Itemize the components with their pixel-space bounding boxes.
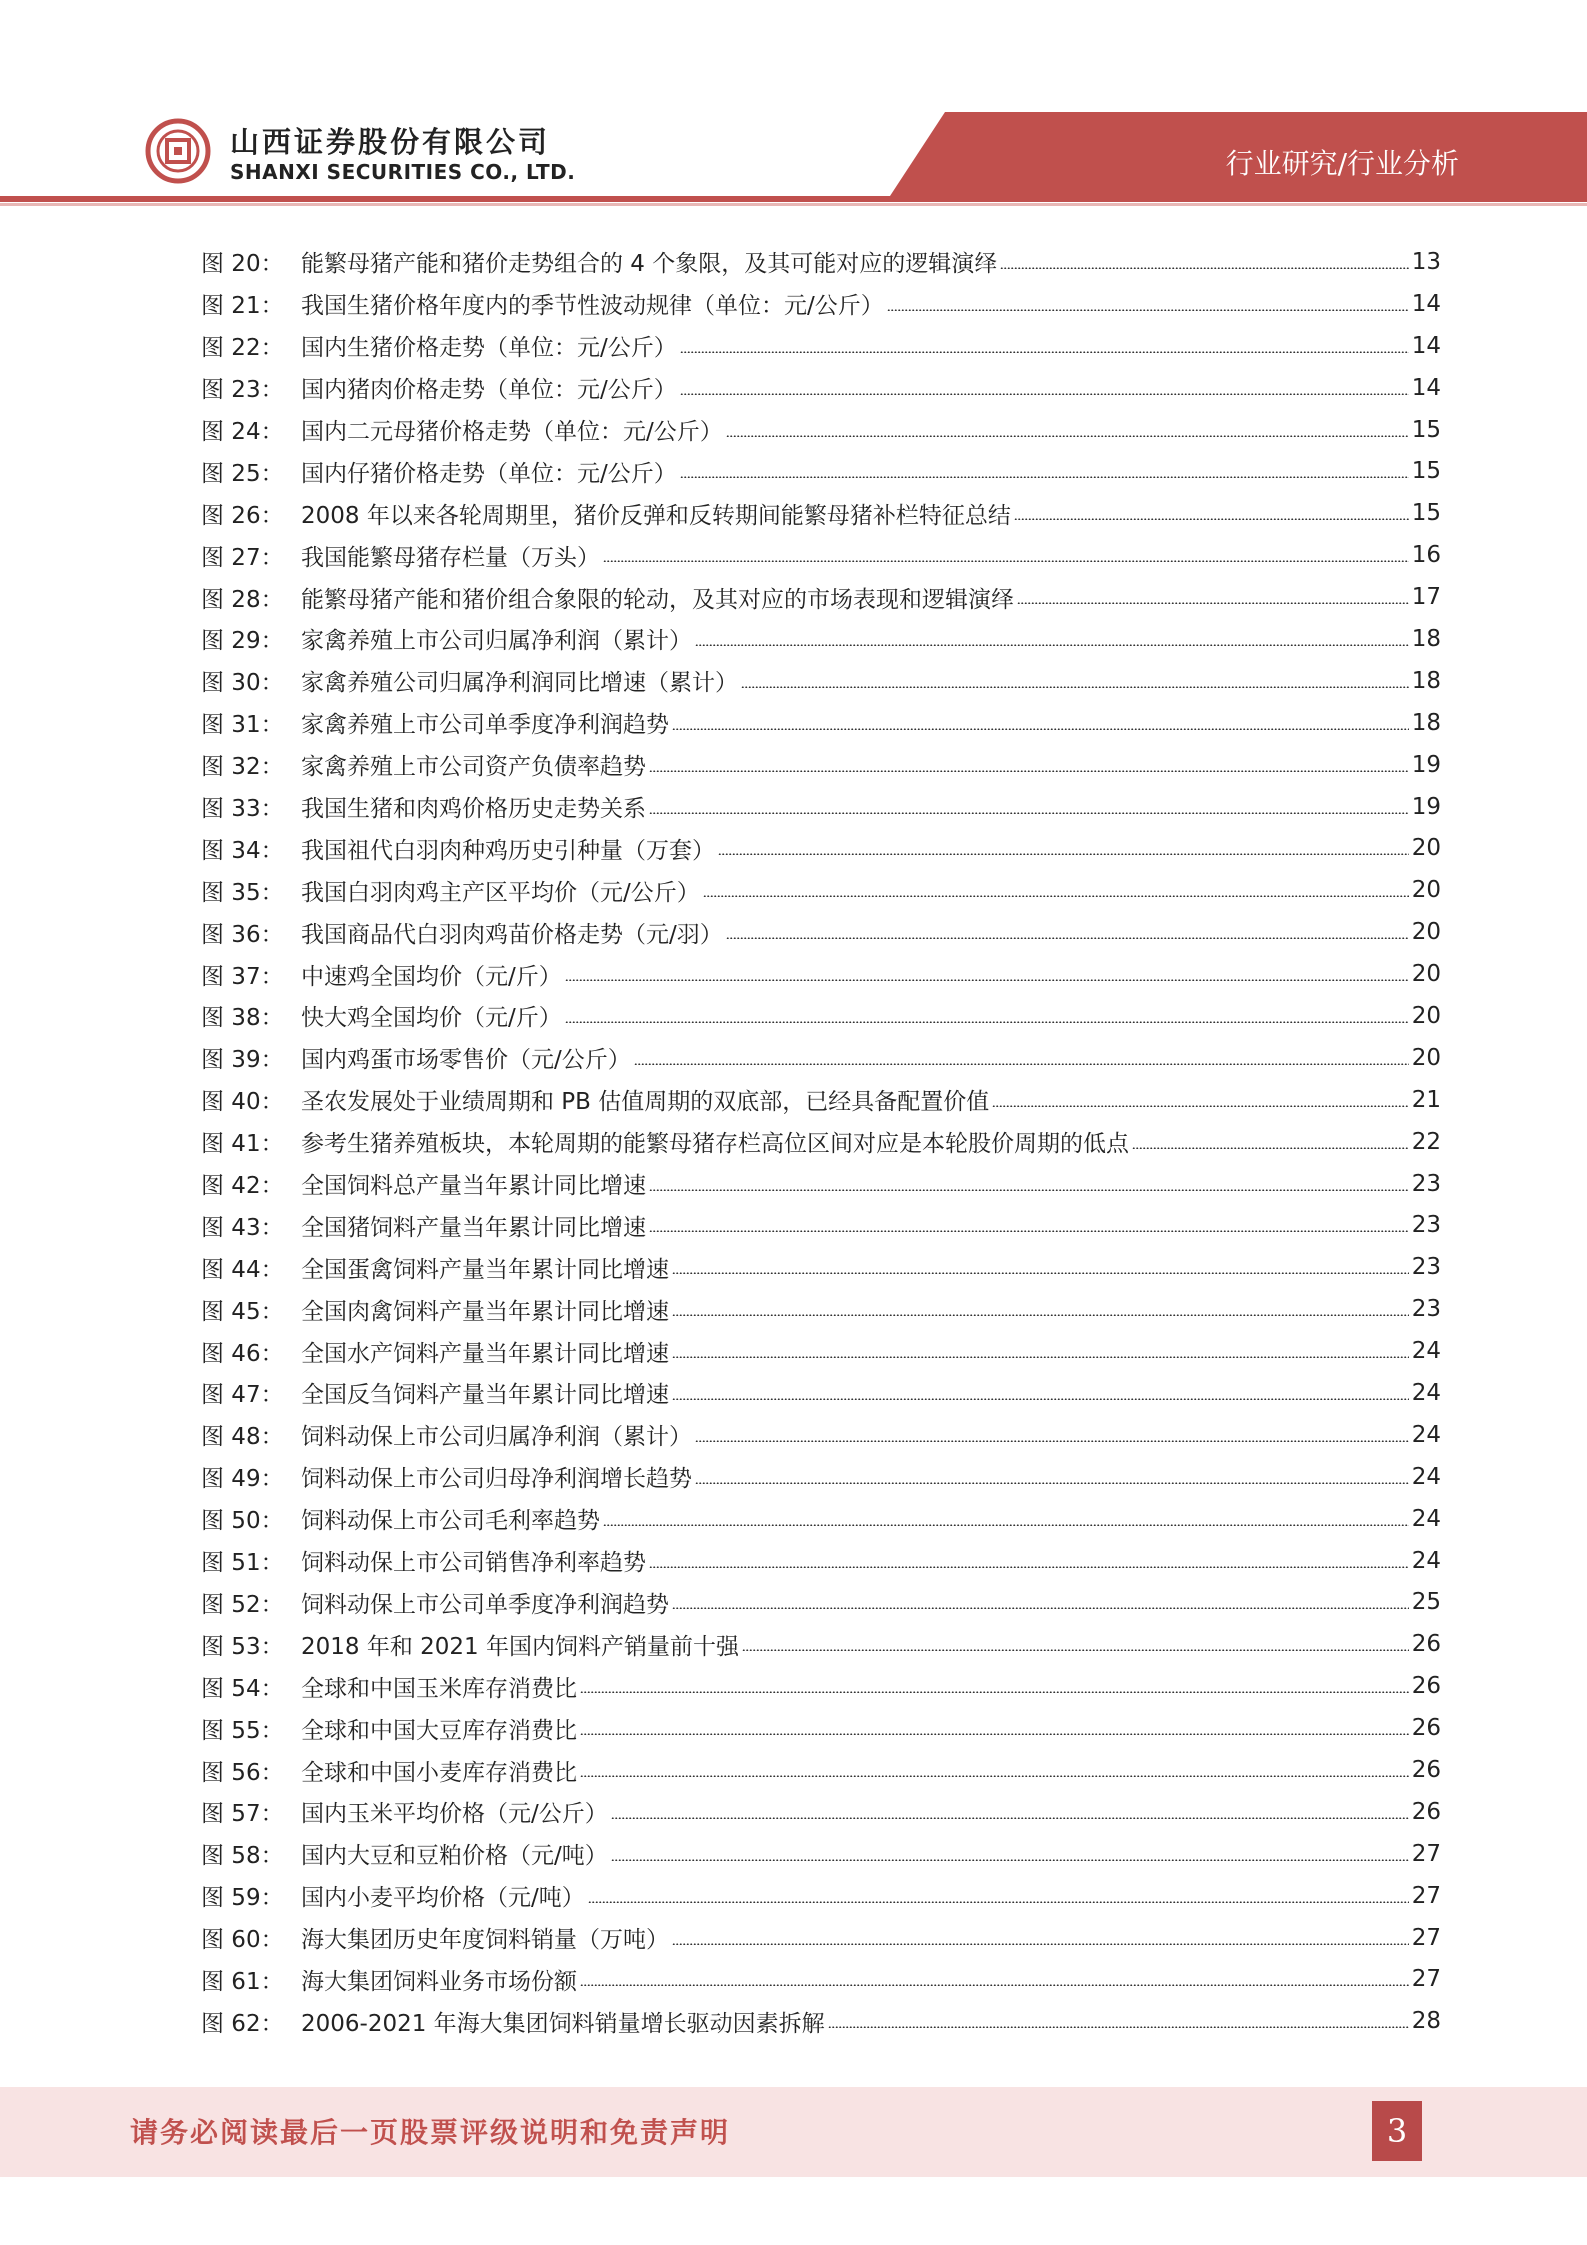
toc-page-number: 23 (1411, 1212, 1441, 1239)
toc-page-number: 27 (1411, 1924, 1441, 1951)
toc-entry[interactable] (201, 409, 1441, 451)
toc-dot-leader (649, 770, 1409, 772)
toc-figure-number: 图 47： (201, 1382, 284, 1409)
toc-page-number: 25 (1411, 1589, 1441, 1616)
toc-figure-number: 图 57： (201, 1801, 284, 1828)
toc-figure-title: 饲料动保上市公司毛利率趋势 (301, 1508, 600, 1535)
toc-figure-number: 图 46： (201, 1340, 284, 1367)
toc-dot-leader (742, 1649, 1409, 1651)
toc-entry[interactable] (201, 1121, 1441, 1163)
toc-figure-title: 全国肉禽饲料产量当年累计同比增速 (301, 1298, 669, 1325)
toc-entry[interactable] (201, 1163, 1441, 1205)
toc-figure-number: 图 29： (201, 628, 284, 655)
toc-entry[interactable] (201, 1707, 1441, 1749)
toc-figure-title: 海大集团饲料业务市场份额 (301, 1968, 577, 1995)
toc-figure-title: 我国商品代白羽肉鸡苗价格走势（元/羽） (301, 921, 723, 948)
toc-figure-title: 全球和中国大豆库存消费比 (301, 1717, 577, 1744)
toc-figure-number: 图 33： (201, 796, 284, 823)
toc-dot-leader (588, 1901, 1409, 1903)
toc-dot-leader (565, 1021, 1409, 1023)
page-header (0, 0, 1587, 210)
toc-page-number: 21 (1411, 1086, 1441, 1113)
company-name-en: SHANXI SECURITIES CO., LTD. (230, 160, 576, 184)
toc-entry[interactable] (201, 869, 1441, 911)
toc-page-number: 15 (1411, 458, 1441, 485)
toc-dot-leader (649, 1566, 1409, 1568)
toc-page-number: 17 (1411, 584, 1441, 611)
toc-figure-number: 图 25： (201, 460, 284, 487)
toc-dot-leader (672, 1398, 1409, 1400)
toc-entry[interactable] (201, 911, 1441, 953)
toc-figure-number: 图 31： (201, 712, 284, 739)
toc-page-number: 20 (1411, 919, 1441, 946)
toc-figure-title: 我国白羽肉鸡主产区平均价（元/公斤） (301, 879, 700, 906)
toc-dot-leader (672, 1607, 1409, 1609)
toc-page-number: 23 (1411, 1254, 1441, 1281)
toc-figure-title: 国内小麦平均价格（元/吨） (301, 1885, 585, 1912)
toc-entry[interactable] (201, 1875, 1441, 1917)
toc-page-number: 16 (1411, 542, 1441, 569)
toc-figure-title: 饲料动保上市公司归母净利润增长趋势 (301, 1466, 692, 1493)
toc-figure-title: 能繁母猪产能和猪价组合象限的轮动，及其对应的市场表现和逻辑演绎 (301, 586, 1014, 613)
toc-entry[interactable] (201, 1204, 1441, 1246)
toc-figure-title: 2008 年以来各轮周期里，猪价反弹和反转期间能繁母猪补栏特征总结 (301, 502, 1011, 529)
toc-page-number: 20 (1411, 961, 1441, 988)
toc-figure-number: 图 52： (201, 1591, 284, 1618)
toc-entry[interactable] (201, 325, 1441, 367)
toc-dot-leader (726, 937, 1409, 939)
toc-page-number: 24 (1411, 1421, 1441, 1448)
toc-page-number: 24 (1411, 1379, 1441, 1406)
company-name-cn: 山西证券股份有限公司 (230, 125, 551, 159)
toc-dot-leader (1017, 602, 1409, 604)
toc-figure-number: 图 51： (201, 1550, 284, 1577)
toc-figure-title: 饲料动保上市公司单季度净利润趋势 (301, 1591, 669, 1618)
toc-page-number: 27 (1411, 1966, 1441, 1993)
toc-figure-number: 图 41： (201, 1131, 284, 1158)
toc-dot-leader (611, 1859, 1409, 1861)
toc-figure-title: 圣农发展处于业绩周期和 PB 估值周期的双底部，已经具备配置价值 (301, 1089, 990, 1116)
toc-page-number: 26 (1411, 1757, 1441, 1783)
toc-page-number: 14 (1411, 290, 1441, 317)
toc-entry[interactable] (201, 1288, 1441, 1330)
toc-dot-leader (634, 1063, 1409, 1065)
toc-figure-title: 能繁母猪产能和猪价走势组合的 4 个象限，及其可能对应的逻辑演绎 (301, 251, 998, 278)
toc-dot-leader (718, 853, 1409, 855)
toc-page-number: 23 (1411, 1170, 1441, 1197)
toc-entry[interactable] (201, 241, 1441, 283)
toc-page-number: 19 (1411, 793, 1441, 820)
toc-page-number: 20 (1411, 1002, 1441, 1029)
toc-figure-number: 图 62： (201, 2010, 284, 2037)
report-type-label: 行业研究/行业分析 (1225, 147, 1459, 180)
toc-page-number: 26 (1411, 1798, 1441, 1825)
toc-entry[interactable] (201, 1540, 1441, 1582)
toc-dot-leader (649, 812, 1409, 814)
toc-page-number: 27 (1411, 1840, 1441, 1867)
toc-figure-title: 家禽养殖上市公司单季度净利润趋势 (301, 712, 669, 739)
toc-entry[interactable] (201, 660, 1441, 702)
toc-figure-title: 我国祖代白羽肉种鸡历史引种量（万套） (301, 837, 715, 864)
toc-dot-leader (672, 1314, 1409, 1316)
toc-entry[interactable] (201, 1037, 1441, 1079)
toc-page-number: 15 (1411, 500, 1441, 527)
toc-figure-number: 图 26： (201, 502, 284, 529)
toc-figure-number: 图 45： (201, 1298, 284, 1325)
toc-figure-title: 家禽养殖上市公司资产负债率趋势 (301, 754, 646, 781)
toc-dot-leader (703, 895, 1409, 897)
toc-entry[interactable] (201, 576, 1441, 618)
toc-page-number: 14 (1411, 374, 1441, 401)
toc-entry[interactable] (201, 618, 1441, 660)
toc-page-number: 28 (1411, 2008, 1441, 2035)
toc-entry[interactable] (201, 1582, 1441, 1624)
toc-dot-leader (649, 1230, 1409, 1232)
toc-page-number: 18 (1411, 625, 1441, 652)
toc-figure-title: 全球和中国玉米库存消费比 (301, 1675, 577, 1702)
toc-page-number: 26 (1411, 1673, 1441, 1700)
toc-entry[interactable] (201, 2000, 1441, 2042)
toc-figure-title: 我国生猪价格年度内的季节性波动规律（单位：元/公斤） (301, 293, 884, 320)
toc-figure-number: 图 22： (201, 335, 284, 362)
toc-figure-title: 2006-2021 年海大集团饲料销量增长驱动因素拆解 (301, 2010, 825, 2037)
toc-entry[interactable] (201, 1749, 1441, 1791)
toc-entry[interactable] (201, 1372, 1441, 1414)
toc-figure-number: 图 53： (201, 1633, 284, 1660)
toc-dot-leader (695, 1482, 1409, 1484)
toc-figure-number: 图 27： (201, 544, 284, 571)
toc-dot-leader (565, 979, 1409, 981)
toc-figure-title: 国内猪肉价格走势（单位：元/公斤） (301, 377, 677, 404)
toc-figure-title: 全国饲料总产量当年累计同比增速 (301, 1173, 646, 1200)
toc-dot-leader (680, 393, 1409, 395)
toc-page-number: 24 (1411, 1463, 1441, 1490)
toc-dot-leader (828, 2026, 1409, 2028)
toc-dot-leader (672, 1943, 1409, 1945)
disclaimer-text: 请务必阅读最后一页股票评级说明和免责声明 (130, 2116, 731, 2149)
toc-figure-number: 图 38： (201, 1005, 284, 1032)
toc-figure-number: 图 49： (201, 1466, 284, 1493)
toc-figure-title: 全国蛋禽饲料产量当年累计同比增速 (301, 1256, 669, 1283)
toc-entry[interactable] (201, 1665, 1441, 1707)
toc-entry[interactable] (201, 1246, 1441, 1288)
toc-dot-leader (695, 1440, 1409, 1442)
toc-dot-leader (680, 476, 1409, 478)
toc-dot-leader (672, 1356, 1409, 1358)
toc-figure-title: 饲料动保上市公司销售净利率趋势 (301, 1550, 646, 1577)
toc-figure-number: 图 32： (201, 754, 284, 781)
toc-page-number: 20 (1411, 877, 1441, 904)
toc-figure-title: 家禽养殖公司归属净利润同比增速（累计） (301, 670, 738, 697)
toc-figure-title: 家禽养殖上市公司归属净利润（累计） (301, 628, 692, 655)
toc-dot-leader (1014, 518, 1409, 520)
toc-dot-leader (726, 435, 1409, 437)
toc-dot-leader (695, 644, 1409, 646)
toc-figure-title: 全国反刍饲料产量当年累计同比增速 (301, 1382, 669, 1409)
toc-figure-number: 图 43： (201, 1214, 284, 1241)
toc-dot-leader (580, 1691, 1409, 1693)
toc-figure-number: 图 37： (201, 963, 284, 990)
toc-dot-leader (611, 1817, 1409, 1819)
toc-figure-number: 图 20： (201, 251, 284, 278)
toc-figure-title: 国内大豆和豆粕价格（元/吨） (301, 1843, 608, 1870)
page-number: 3 (1372, 2101, 1422, 2161)
figure-index-list (201, 241, 1441, 2042)
toc-entry[interactable] (201, 1833, 1441, 1875)
toc-page-number: 26 (1411, 1631, 1441, 1658)
toc-entry[interactable] (201, 283, 1441, 325)
toc-entry[interactable] (201, 534, 1441, 576)
toc-figure-number: 图 24： (201, 419, 284, 445)
toc-entry[interactable] (201, 1791, 1441, 1833)
toc-dot-leader (580, 1984, 1409, 1986)
toc-figure-number: 图 59： (201, 1885, 284, 1912)
toc-figure-number: 图 40： (201, 1089, 284, 1116)
toc-figure-title: 国内二元母猪价格走势（单位：元/公斤） (301, 419, 723, 445)
toc-entry[interactable] (201, 1917, 1441, 1959)
toc-figure-number: 图 44： (201, 1256, 284, 1283)
toc-page-number: 24 (1411, 1505, 1441, 1532)
toc-figure-number: 图 36： (201, 921, 284, 948)
toc-figure-title: 2018 年和 2021 年国内饲料产销量前十强 (301, 1633, 739, 1660)
toc-entry[interactable] (201, 367, 1441, 409)
toc-entry[interactable] (201, 1079, 1441, 1121)
toc-entry[interactable] (201, 786, 1441, 828)
toc-page-number: 23 (1411, 1296, 1441, 1323)
toc-entry[interactable] (201, 744, 1441, 786)
toc-page-number: 22 (1411, 1128, 1441, 1155)
toc-dot-leader (992, 1105, 1408, 1107)
toc-entry[interactable] (201, 995, 1441, 1037)
toc-page-number: 18 (1411, 667, 1441, 694)
toc-figure-number: 图 54： (201, 1675, 284, 1702)
toc-figure-title: 饲料动保上市公司归属净利润（累计） (301, 1424, 692, 1451)
toc-entry[interactable] (201, 1959, 1441, 2001)
toc-figure-title: 全国水产饲料产量当年累计同比增速 (301, 1340, 669, 1367)
toc-figure-number: 图 50： (201, 1508, 284, 1535)
toc-page-number: 18 (1411, 709, 1441, 736)
page-footer (0, 2087, 1587, 2177)
toc-figure-number: 图 30： (201, 670, 284, 697)
toc-figure-number: 图 58： (201, 1843, 284, 1870)
toc-dot-leader (580, 1733, 1409, 1735)
toc-entry[interactable] (201, 450, 1441, 492)
toc-dot-leader (741, 686, 1409, 688)
toc-figure-title: 国内生猪价格走势（单位：元/公斤） (301, 335, 677, 362)
toc-figure-number: 图 60： (201, 1927, 284, 1954)
toc-figure-title: 海大集团历史年度饲料销量（万吨） (301, 1927, 669, 1954)
toc-page-number: 19 (1411, 751, 1441, 778)
toc-figure-title: 国内仔猪价格走势（单位：元/公斤） (301, 460, 677, 487)
toc-page-number: 20 (1411, 835, 1441, 862)
toc-page-number: 20 (1411, 1044, 1441, 1071)
toc-figure-title: 中速鸡全国均价（元/斤） (301, 963, 562, 990)
toc-entry[interactable] (201, 953, 1441, 995)
toc-page-number: 27 (1411, 1882, 1441, 1909)
toc-dot-leader (1000, 267, 1408, 269)
toc-entry[interactable] (201, 1498, 1441, 1540)
toc-dot-leader (603, 560, 1409, 562)
toc-dot-leader (672, 728, 1409, 730)
toc-dot-leader (580, 1775, 1409, 1777)
toc-entry[interactable] (201, 1330, 1441, 1372)
toc-page-number: 24 (1411, 1547, 1441, 1574)
toc-figure-title: 国内玉米平均价格（元/公斤） (301, 1801, 608, 1828)
toc-figure-number: 图 28： (201, 586, 284, 613)
toc-page-number: 26 (1411, 1715, 1441, 1742)
toc-page-number: 14 (1411, 332, 1441, 359)
toc-dot-leader (672, 1272, 1409, 1274)
toc-figure-number: 图 56： (201, 1759, 284, 1786)
toc-figure-title: 快大鸡全国均价（元/斤） (301, 1005, 562, 1032)
toc-figure-number: 图 34： (201, 837, 284, 864)
toc-dot-leader (1132, 1147, 1409, 1149)
toc-figure-title: 全球和中国小麦库存消费比 (301, 1759, 577, 1786)
toc-dot-leader (649, 1189, 1409, 1191)
toc-figure-number: 图 39： (201, 1047, 284, 1074)
toc-figure-number: 图 61： (201, 1968, 284, 1995)
toc-figure-number: 图 21： (201, 293, 284, 320)
toc-page-number: 13 (1411, 248, 1441, 275)
toc-entry[interactable] (201, 1414, 1441, 1456)
toc-dot-leader (887, 309, 1409, 311)
toc-entry[interactable] (201, 1623, 1441, 1665)
toc-figure-number: 图 42： (201, 1173, 284, 1200)
toc-figure-title: 我国能繁母猪存栏量（万头） (301, 544, 600, 571)
toc-page-number: 24 (1411, 1338, 1441, 1365)
company-logo-icon (145, 118, 211, 184)
toc-figure-number: 图 35： (201, 879, 284, 906)
toc-figure-title: 我国生猪和肉鸡价格历史走势关系 (301, 796, 646, 823)
toc-figure-number: 图 48： (201, 1424, 284, 1451)
toc-dot-leader (603, 1524, 1409, 1526)
toc-figure-number: 图 23： (201, 377, 284, 404)
toc-dot-leader (680, 351, 1409, 353)
toc-figure-number: 图 55： (201, 1717, 284, 1744)
toc-figure-title: 全国猪饲料产量当年累计同比增速 (301, 1214, 646, 1241)
toc-entry[interactable] (201, 492, 1441, 534)
toc-figure-title: 国内鸡蛋市场零售价（元/公斤） (301, 1047, 631, 1074)
toc-entry[interactable] (201, 827, 1441, 869)
toc-page-number: 15 (1411, 416, 1441, 443)
toc-entry[interactable] (201, 702, 1441, 744)
toc-entry[interactable] (201, 1456, 1441, 1498)
toc-figure-title: 参考生猪养殖板块，本轮周期的能繁母猪存栏高位区间对应是本轮股价周期的低点 (301, 1131, 1129, 1158)
